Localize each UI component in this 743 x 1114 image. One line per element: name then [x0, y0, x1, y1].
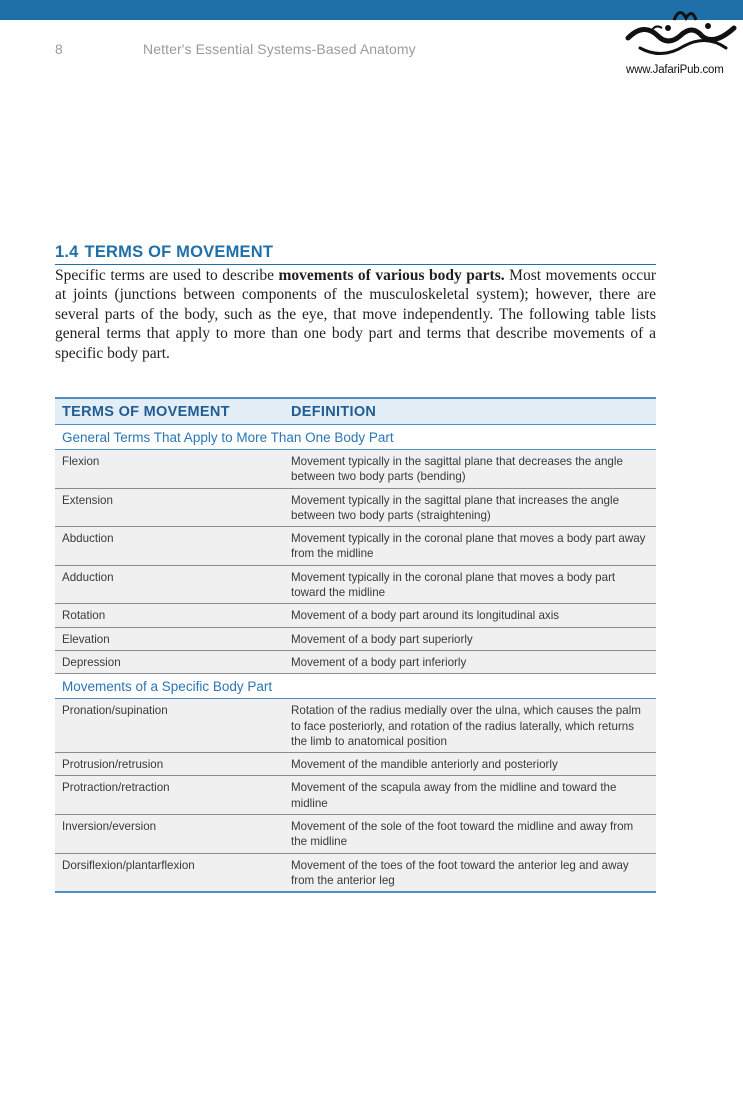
section-heading	[55, 243, 656, 265]
term-cell: Dorsiflexion/plantarflexion	[55, 853, 284, 892]
term-cell: Adduction	[55, 565, 284, 604]
definition-cell: Movement of a body part inferiorly	[284, 650, 656, 673]
table-header-row	[55, 398, 656, 425]
definition-cell: Rotation of the radius medially over the ulna, which causes the palm to face posteriorly, and rotation of the radius laterally, which returns the limb to anatomical position	[284, 699, 656, 753]
definition-cell: Movement of a body part around its longitudinal axis	[284, 604, 656, 627]
terms-of-movement-table	[55, 397, 656, 893]
intro-text-end: Most movements occur at joints (junctions between components of the musculoskeletal system); however, there are several parts of the body, such as the eye, that move independently. The following table lists general terms that apply to more than one body part and terms that describe movements of a specific body part.	[55, 267, 656, 362]
logo-url: www.JafariPub.com	[626, 64, 724, 76]
term-cell: Abduction	[55, 527, 284, 566]
term-cell: Flexion	[55, 450, 284, 489]
column-header-term: TERMS OF MOVEMENT	[55, 398, 284, 425]
group-title: General Terms That Apply to More Than One Body Part	[55, 425, 656, 450]
term-cell: Rotation	[55, 604, 284, 627]
page-number: 8	[55, 41, 63, 57]
term-cell: Protraction/retraction	[55, 776, 284, 815]
column-header-definition: DEFINITION	[284, 398, 656, 425]
definition-cell: Movement of a body part superiorly	[284, 627, 656, 650]
table-row	[55, 815, 656, 854]
term-cell: Inversion/eversion	[55, 815, 284, 854]
term-cell: Depression	[55, 650, 284, 673]
table-row	[55, 527, 656, 566]
intro-emphasis: movements of various body parts.	[278, 267, 505, 284]
definition-cell: Movement of the scapula away from the midline and toward the midline	[284, 776, 656, 815]
table-row	[55, 650, 656, 673]
table-row	[55, 753, 656, 776]
intro-paragraph	[55, 266, 656, 363]
group-title: Movements of a Specific Body Part	[55, 674, 656, 699]
table-row	[55, 565, 656, 604]
term-cell: Elevation	[55, 627, 284, 650]
intro-text-start: Specific terms are used to describe	[55, 267, 279, 284]
table-row	[55, 488, 656, 527]
group-header-row	[55, 674, 656, 699]
table-row	[55, 604, 656, 627]
definition-cell: Movement of the sole of the foot toward the midline and away from the midline	[284, 815, 656, 854]
definition-cell: Movement typically in the sagittal plane that increases the angle between two body parts (straightening)	[284, 488, 656, 527]
running-title: Netter's Essential Systems-Based Anatomy	[143, 41, 416, 57]
section-number: 1.4	[55, 243, 79, 261]
definition-cell: Movement typically in the coronal plane that moves a body part away from the midline	[284, 527, 656, 566]
section-title: TERMS OF MOVEMENT	[84, 243, 274, 261]
definition-cell: Movement of the mandible anteriorly and posteriorly	[284, 753, 656, 776]
term-cell: Extension	[55, 488, 284, 527]
group-header-row	[55, 425, 656, 450]
definition-cell: Movement of the toes of the foot toward the anterior leg and away from the anterior leg	[284, 853, 656, 892]
publisher-logo	[622, 4, 740, 78]
table-row	[55, 627, 656, 650]
table-row	[55, 450, 656, 489]
table-row	[55, 699, 656, 753]
definition-cell: Movement typically in the sagittal plane that decreases the angle between two body parts (bending)	[284, 450, 656, 489]
term-cell: Protrusion/retrusion	[55, 753, 284, 776]
table-row	[55, 853, 656, 892]
term-cell: Pronation/supination	[55, 699, 284, 753]
table-row	[55, 776, 656, 815]
logo-emblem-icon	[622, 4, 740, 62]
definition-cell: Movement typically in the coronal plane that moves a body part toward the midline	[284, 565, 656, 604]
